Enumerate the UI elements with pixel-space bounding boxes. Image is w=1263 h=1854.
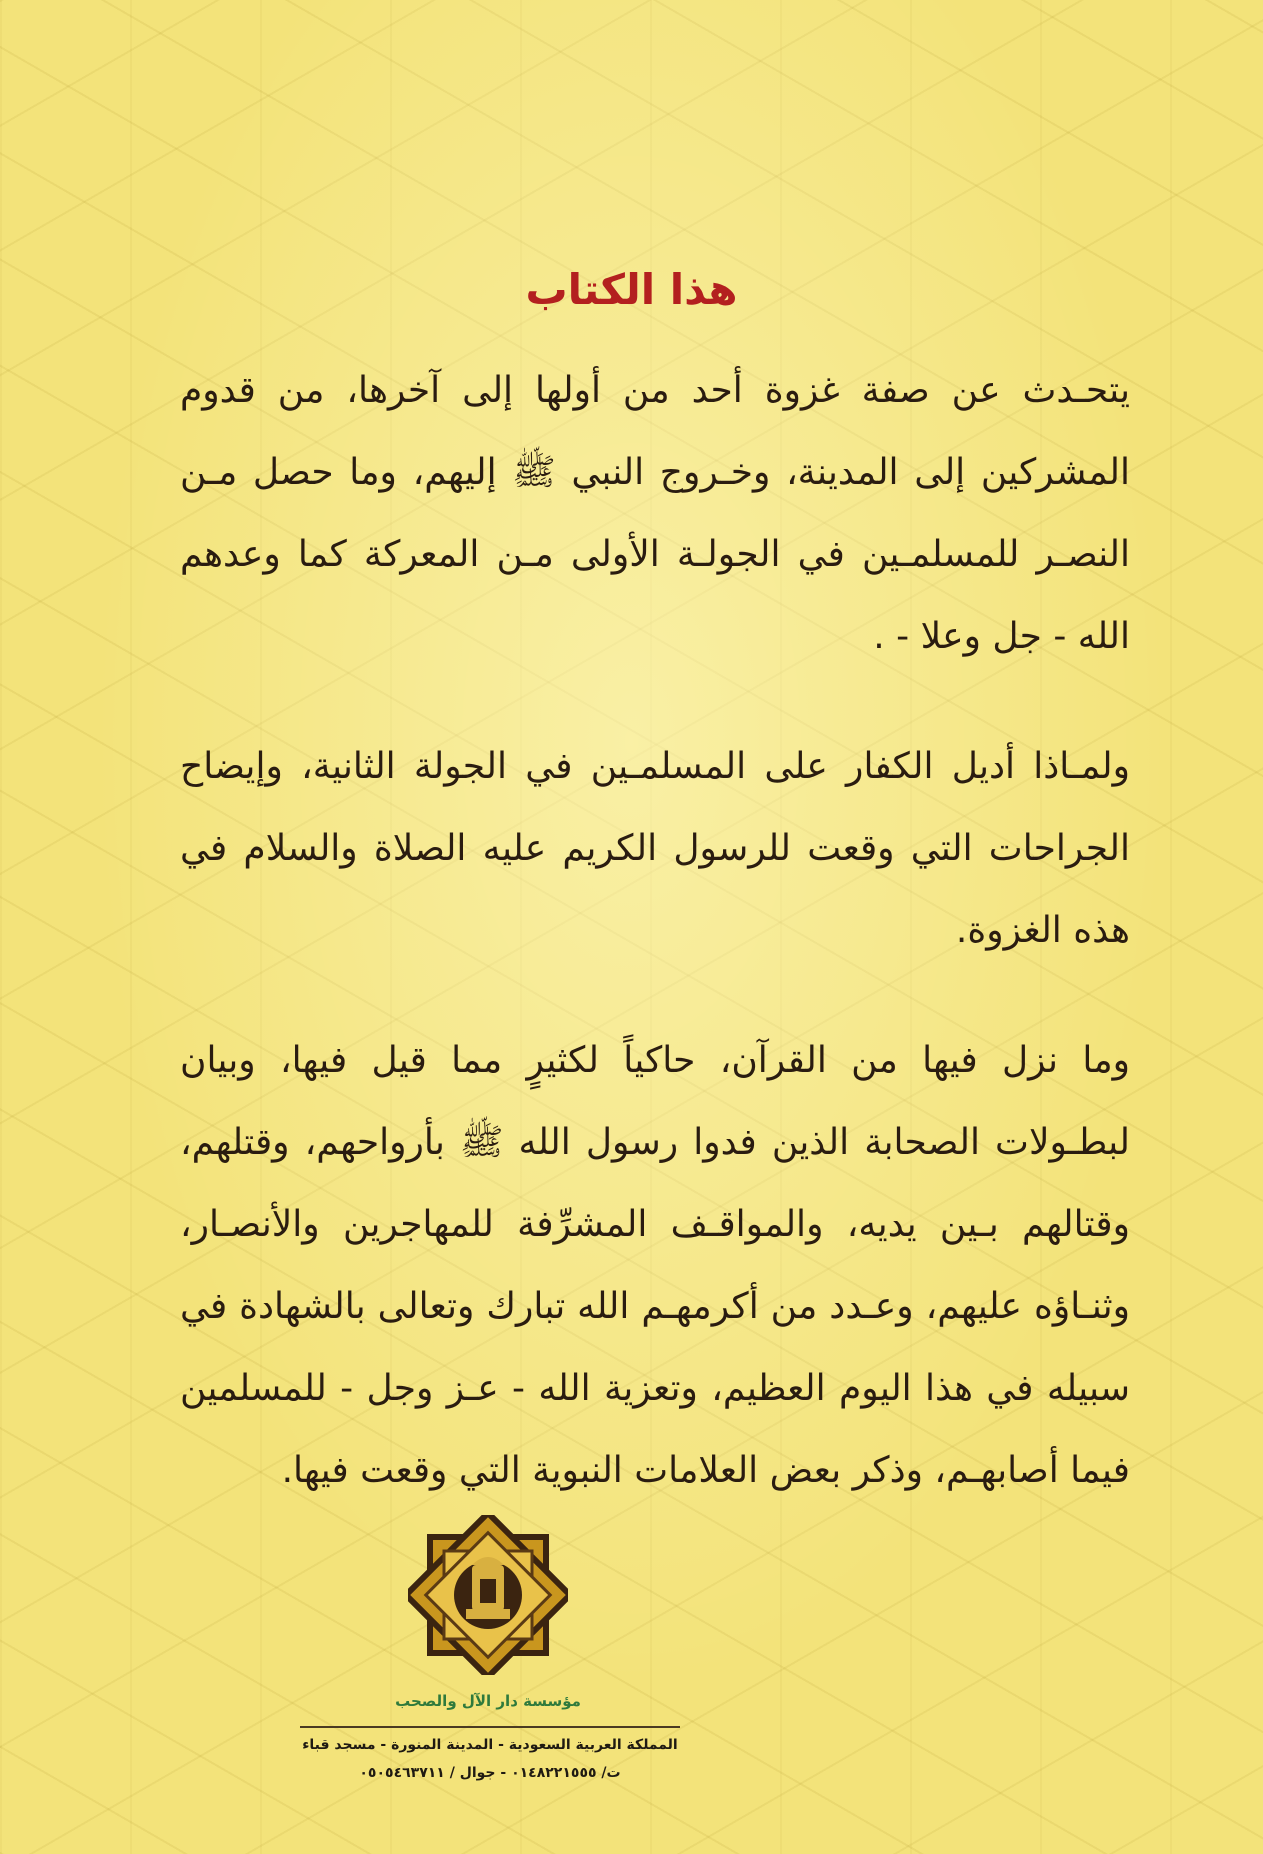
book-description xyxy=(180,350,1130,1560)
paragraph-1: يتحـدث عن صفة غزوة أحد من أولها إلى آخرها، من قدوم المشركين إلى المدينة، وخـروج النبي ﷺ إليهم، وما حصل مـن النصـر للمسلمـين في الجولـة الأولى مـن المعركة كما وعدهم الله - جل وعلا - . xyxy=(180,370,1130,657)
publisher-name: مؤسسة دار الآل والصحب xyxy=(395,1692,581,1710)
publisher-star-emblem-icon xyxy=(408,1515,568,1675)
publisher-address: المملكة العربية السعودية - المدينة المنورة - مسجد قباء xyxy=(302,1737,678,1753)
page-title: هذا الكتاب xyxy=(525,265,738,314)
paragraph-2: ولمـاذا أديل الكفار على المسلمـين في الجولة الثانية، وإيضاح الجراحات التي وقعت للرسول الكريم عليه الصلاة والسلام في هذه الغزوة. xyxy=(180,746,1130,951)
publisher-phone: ت/ ٠١٤٨٢٢١٥٥٥ - جوال / ٠٥٠٥٤٦٣٧١١ xyxy=(359,1765,621,1781)
divider xyxy=(300,1726,680,1728)
paragraph-3: وما نزل فيها من القرآن، حاكياً لكثيرٍ مما قيل فيها، وبيان لبطـولات الصحابة الذين فدوا رسول الله ﷺ بأرواحهم، وقتلهم، وقتالهم بـين يديه، والمواقـف المشرِّفة للمهاجرين والأنصـار، وثنـاؤه عليهم، وعـدد من أكرمهـم الله تبارك وتعالى بالشهادة في سبيله في هذا اليوم العظيم، وتعزية الله - عـز وجل - للمسلمين فيما أصابهـم، وذكر بعض العلامات النبوية التي وقعت فيها. xyxy=(180,1040,1130,1491)
